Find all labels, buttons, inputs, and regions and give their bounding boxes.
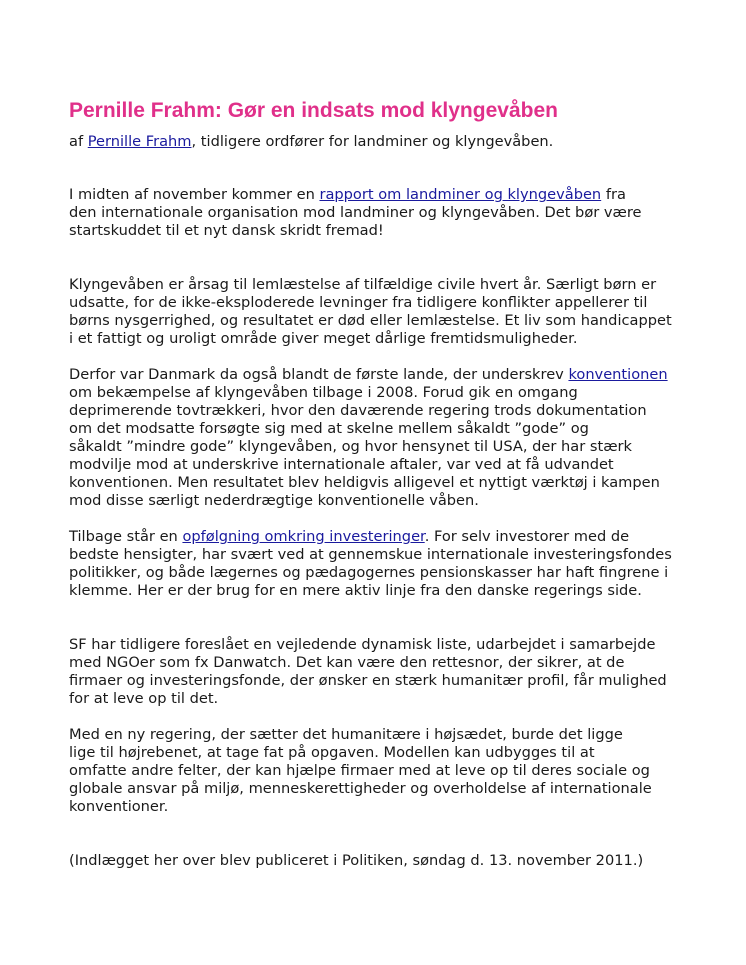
p6-line-2: lige til højrebenet, at tage fat på opgaven. Modellen kan udbygges til at <box>69 744 595 761</box>
p5-line-2: med NGOer som fx Danwatch. Det kan være den rettesnor, der sikrer, at de <box>69 654 625 671</box>
investment-followup-link[interactable]: opfølgning omkring investeringer <box>182 528 425 545</box>
p4-text-after: . For selv investorer med de <box>424 528 630 545</box>
paragraph-5 <box>69 636 709 708</box>
p1-line-2: den internationale organisation mod landminer og klyngevåben. Det bør være <box>69 204 642 221</box>
p6-line-4: globale ansvar på miljø, menneskerettigheder og overholdelse af internationale <box>69 780 652 797</box>
paragraph-3 <box>69 366 709 510</box>
byline-suffix: , tidligere ordfører for landminer og klyngevåben. <box>191 133 554 150</box>
p4-line-2: bedste hensigter, har svært ved at gennemskue internationale investeringsfondes <box>69 546 672 563</box>
p3-line-2: om bekæmpelse af klyngevåben tilbage i 2008. Forud gik en omgang <box>69 384 578 401</box>
p3-line-3: deprimerende tovtrækkeri, hvor den daværende regering trods dokumentation <box>69 402 647 419</box>
article-title: Pernille Frahm: Gør en indsats mod klyngevåben <box>69 99 558 122</box>
p1-text-before: I midten af november kommer en <box>69 186 320 203</box>
byline <box>69 133 709 151</box>
p3-line-4: om det modsatte forsøgte sig med at skelne mellem såkaldt ”gode” og <box>69 420 589 437</box>
p2-line-1: Klyngevåben er årsag til lemlæstelse af tilfældige civile hvert år. Særligt børn er <box>69 276 657 293</box>
p2-line-3: børns nysgerrighed, og resultatet er død eller lemlæstelse. Et liv som handicappet <box>69 312 672 329</box>
p6-line-3: omfatte andre felter, der kan hjælpe firmaer med at leve op til deres sociale og <box>69 762 650 779</box>
paragraph-1 <box>69 186 709 240</box>
p3-line-6: modvilje mod at underskrive internationale aftaler, var ved at få udvandet <box>69 456 614 473</box>
p4-text-before: Tilbage står en <box>69 528 183 545</box>
p6-line-5: konventioner. <box>69 798 169 815</box>
p5-line-1: SF har tidligere foreslået en vejledende dynamisk liste, udarbejdet i samarbejde <box>69 636 656 653</box>
publication-footnote: (Indlægget her over blev publiceret i Politiken, søndag d. 13. november 2011.) <box>69 852 644 869</box>
p5-line-4: for at leve op til det. <box>69 690 219 707</box>
report-link[interactable]: rapport om landminer og klyngevåben <box>319 186 602 203</box>
byline-prefix: af <box>69 133 88 150</box>
convention-link[interactable]: konventionen <box>568 366 668 383</box>
article <box>69 98 709 870</box>
paragraph-4 <box>69 528 709 600</box>
p2-line-2: udsatte, for de ikke-eksploderede levninger fra tidligere konflikter appellerer til <box>69 294 648 311</box>
p5-line-3: firmaer og investeringsfonde, der ønsker en stærk humanitær profil, får mulighed <box>69 672 667 689</box>
p3-line-7: konventionen. Men resultatet blev heldigvis alligevel et nyttigt værktøj i kampen <box>69 474 660 491</box>
p3-text-before: Derfor var Danmark da også blandt de første lande, der underskrev <box>69 366 569 383</box>
p4-line-3: politikker, og både lægernes og pædagogernes pensionskasser har haft fingrene i <box>69 564 669 581</box>
p1-text-after: fra <box>601 186 626 203</box>
p2-line-4: i et fattigt og uroligt område giver meget dårlige fremtidsmuligheder. <box>69 330 578 347</box>
p3-line-8: mod disse særligt nederdrægtige konventionelle våben. <box>69 492 479 509</box>
author-link[interactable]: Pernille Frahm <box>87 133 192 150</box>
p3-line-5: såkaldt ”mindre gode” klyngevåben, og hvor hensynet til USA, der har stærk <box>69 438 632 455</box>
p4-line-4: klemme. Her er der brug for en mere aktiv linje fra den danske regerings side. <box>69 582 642 599</box>
p6-line-1: Med en ny regering, der sætter det humanitære i højsædet, burde det ligge <box>69 726 623 743</box>
paragraph-6 <box>69 726 709 816</box>
p1-line-3: startskuddet til et nyt dansk skridt fremad! <box>69 222 384 239</box>
paragraph-2 <box>69 276 709 348</box>
